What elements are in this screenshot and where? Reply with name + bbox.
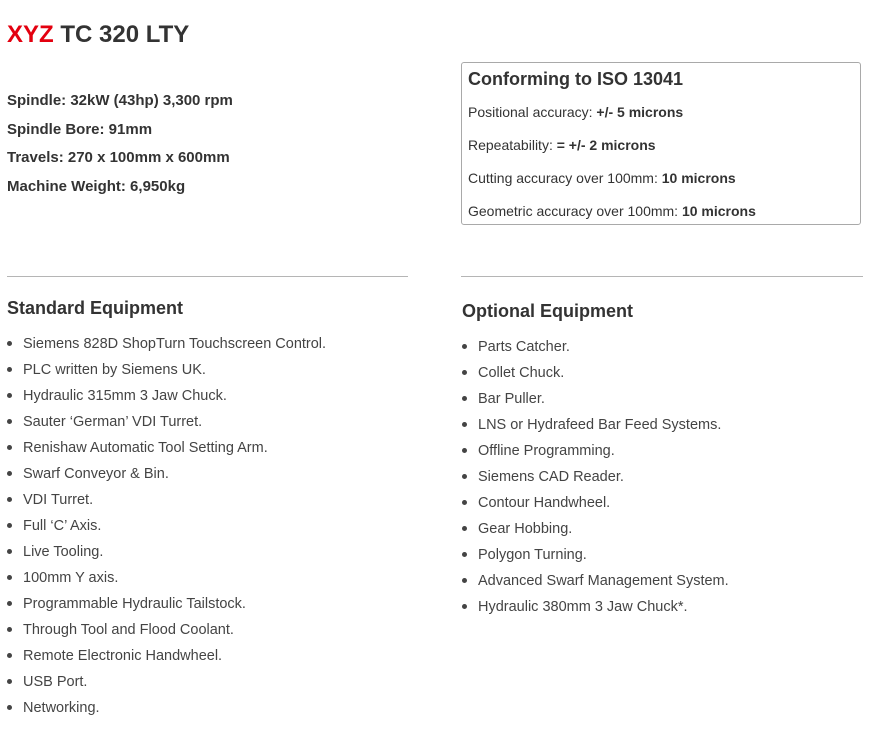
list-item: Renishaw Automatic Tool Setting Arm. — [7, 439, 326, 465]
list-item: Siemens CAD Reader. — [462, 468, 729, 494]
page-title — [7, 21, 189, 49]
iso-row-value: = +/- 2 microns — [556, 137, 656, 153]
list-item: USB Port. — [7, 673, 326, 699]
list-item: VDI Turret. — [7, 491, 326, 517]
list-item: Networking. — [7, 699, 326, 725]
spec-list — [7, 90, 233, 204]
iso-row-label: Repeatability: — [468, 137, 557, 153]
iso-row-value: +/- 5 microns — [596, 104, 684, 120]
spec-machine-weight: Machine Weight: 6,950kg — [7, 177, 186, 195]
list-item: Hydraulic 380mm 3 Jaw Chuck*. — [462, 598, 729, 624]
list-item: Contour Handwheel. — [462, 494, 729, 520]
optional-equipment-heading: Optional Equipment — [462, 301, 633, 321]
standard-equipment-list — [7, 335, 326, 725]
iso-repeatability — [468, 137, 656, 153]
list-item: Full ‘C’ Axis. — [7, 517, 326, 543]
list-item: PLC written by Siemens UK. — [7, 361, 326, 387]
optional-equipment-list — [462, 338, 729, 624]
list-item: Programmable Hydraulic Tailstock. — [7, 595, 326, 621]
iso-row-label: Cutting accuracy over 100mm: — [468, 170, 662, 186]
list-item: Bar Puller. — [462, 390, 729, 416]
standard-equipment-heading: Standard Equipment — [7, 298, 184, 318]
iso-positional-accuracy — [468, 104, 683, 120]
iso-geometric-accuracy — [468, 203, 756, 219]
list-item: LNS or Hydrafeed Bar Feed Systems. — [462, 416, 729, 442]
brand-name: XYZ — [7, 21, 54, 48]
list-item: Polygon Turning. — [462, 546, 729, 572]
iso-row-value: 10 microns — [661, 170, 736, 186]
model-name: TC 320 LTY — [60, 21, 190, 48]
iso-title: Conforming to ISO 13041 — [468, 69, 684, 89]
list-item: Sauter ‘German’ VDI Turret. — [7, 413, 326, 439]
right-divider — [461, 276, 863, 277]
list-item: Swarf Conveyor & Bin. — [7, 465, 326, 491]
iso-row-label: Positional accuracy: — [468, 104, 597, 120]
iso-row-value: 10 microns — [681, 203, 756, 219]
list-item: Offline Programming. — [462, 442, 729, 468]
list-item: Through Tool and Flood Coolant. — [7, 621, 326, 647]
iso-accuracy-box — [461, 62, 861, 225]
list-item: Parts Catcher. — [462, 338, 729, 364]
spec-spindle: Spindle: 32kW (43hp) 3,300 rpm — [7, 92, 233, 109]
list-item: Collet Chuck. — [462, 364, 729, 390]
list-item: Advanced Swarf Management System. — [462, 572, 729, 598]
list-item: Live Tooling. — [7, 543, 326, 569]
spec-spindle-bore: Spindle Bore: 91mm — [7, 120, 153, 138]
list-item: Gear Hobbing. — [462, 520, 729, 546]
list-item: 100mm Y axis. — [7, 569, 326, 595]
spec-travels: Travels: 270 x 100mm x 600mm — [7, 149, 230, 167]
list-item: Siemens 828D ShopTurn Touchscreen Control. — [7, 335, 326, 361]
iso-row-label: Geometric accuracy over 100mm: — [468, 203, 682, 219]
list-item: Remote Electronic Handwheel. — [7, 647, 326, 673]
list-item: Hydraulic 315mm 3 Jaw Chuck. — [7, 387, 326, 413]
iso-cutting-accuracy — [468, 170, 736, 186]
left-divider — [7, 276, 408, 277]
